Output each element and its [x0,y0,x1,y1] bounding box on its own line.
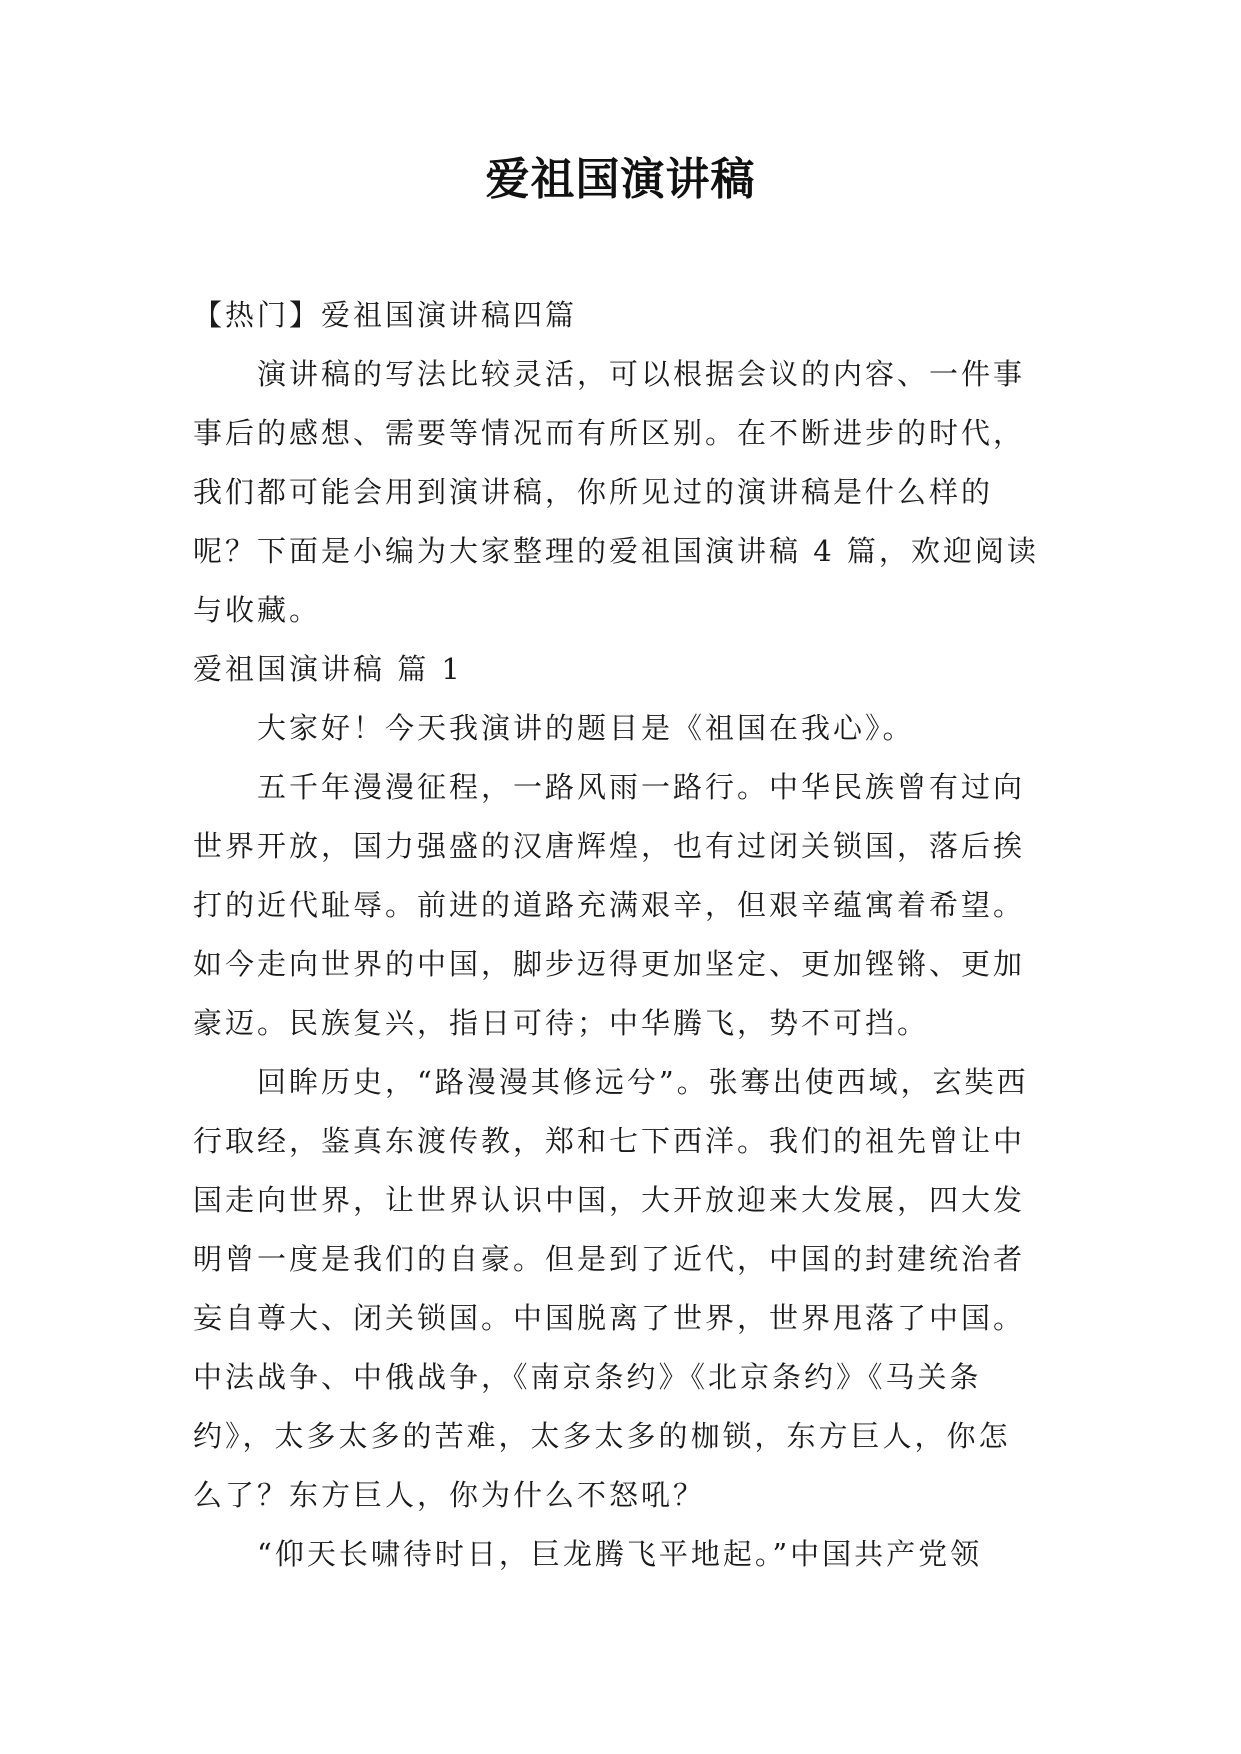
text-line: 明曾一度是我们的自豪。但是到了近代，中国的封建统治者 [193,1242,1026,1276]
document-body [193,286,1073,1584]
document-title: 爱祖国演讲稿 [485,154,756,205]
text-line: 五千年漫漫征程，一路风雨一路行。中华民族曾有过向 [257,770,1026,804]
text-line: 世界开放，国力强盛的汉唐辉煌，也有过闭关锁国，落后挨 [193,829,1026,863]
text-line: 妄自尊大、闭关锁国。中国脱离了世界，世界甩落了中国。 [193,1301,1026,1335]
text-line: 么了？东方巨人，你为什么不怒吼？ [193,1478,706,1512]
text-line: 呢？下面是小编为大家整理的爱祖国演讲稿 4 篇，欢迎阅读 [193,534,1039,568]
text-line: 【热门】爱祖国演讲稿四篇 [193,298,578,332]
text-line: 行取经，鉴真东渡传教，郑和七下西洋。我们的祖先曾让中 [193,1124,1026,1158]
text-line: “仰天长啸待时日，巨龙腾飞平地起。”中国共产党领 [257,1537,983,1571]
text-line: 国走向世界，让世界认识中国，大开放迎来大发展，四大发 [193,1183,1026,1217]
text-line: 回眸历史，“路漫漫其修远兮”。张骞出使西域，玄奘西 [257,1065,1029,1099]
text-line: 中法战争、中俄战争，《南京条约》《北京条约》《马关条 [193,1360,982,1394]
text-line: 大家好！今天我演讲的题目是《祖国在我心》。 [257,711,915,745]
text-line: 打的近代耻辱。前进的道路充满艰辛，但艰辛蕴寓着希望。 [193,888,1026,922]
text-line: 豪迈。民族复兴，指日可待；中华腾飞，势不可挡。 [193,1006,930,1040]
text-line: 如今走向世界的中国，脚步迈得更加坚定、更加铿锵、更加 [193,947,1026,981]
section-heading: 爱祖国演讲稿 篇 1 [193,652,463,686]
text-line: 演讲稿的写法比较灵活，可以根据会议的内容、一件事 [257,357,1026,391]
text-line: 与收藏。 [193,593,322,627]
text-line: 事后的感想、需要等情况而有所区别。在不断进步的时代， [193,416,1026,450]
text-line: 约》，太多太多的苦难，太多太多的枷锁，东方巨人，你怎 [193,1419,1011,1453]
text-line: 我们都可能会用到演讲稿，你所见过的演讲稿是什么样的 [193,475,994,509]
